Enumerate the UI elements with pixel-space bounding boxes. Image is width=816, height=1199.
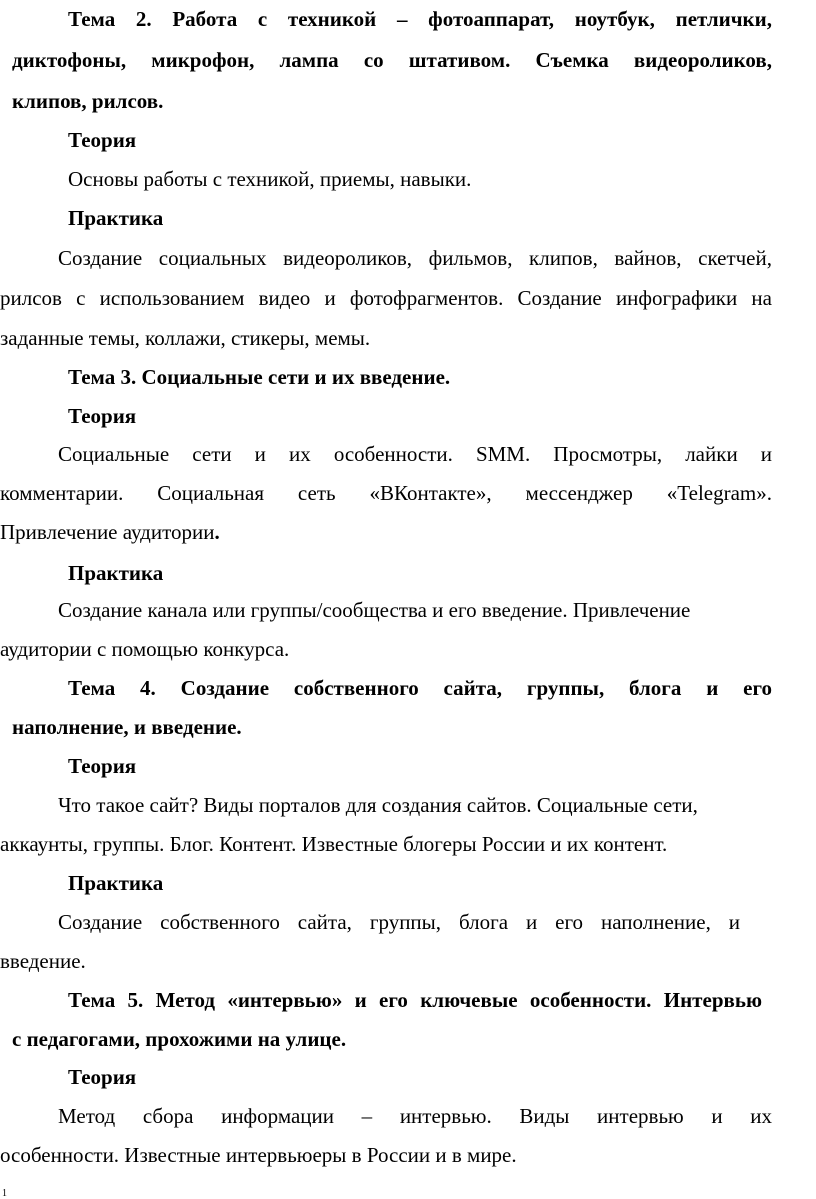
topic-3-theory-heading: Теория bbox=[68, 404, 137, 428]
topic-3-practice-heading: Практика bbox=[68, 561, 164, 585]
topic-2-title-line-1: Тема 2. Работа с техникой – фотоаппарат, ноутбук, петлички, bbox=[68, 7, 772, 31]
topic-2-practice-line-3: заданные темы, коллажи, стикеры, мемы. bbox=[0, 326, 371, 350]
topic-5-theory-heading: Теория bbox=[68, 1065, 137, 1089]
topic-3-theory-line-2: комментарии. Социальная сеть «ВКонтакте», мессенджер «Telegram». bbox=[0, 481, 772, 505]
topic-2-practice-heading: Практика bbox=[68, 206, 164, 230]
topic-4-practice-line-2: введение. bbox=[0, 949, 86, 973]
footnote-marker: 1 bbox=[2, 1188, 7, 1199]
topic-4-title-line-1: Тема 4. Создание собственного сайта, группы, блога и его bbox=[68, 676, 772, 700]
topic-3-theory-line-1: Социальные сети и их особенности. SMM. Просмотры, лайки и bbox=[58, 442, 772, 466]
topic-3-practice-line-1: Создание канала или группы/сообщества и его введение. Привлечение bbox=[58, 598, 691, 622]
topic-2-practice-line-1: Создание социальных видеороликов, фильмов, клипов, вайнов, скетчей, bbox=[58, 246, 772, 270]
topic-4-theory-line-2: аккаунты, группы. Блог. Контент. Известные блогеры России и их контент. bbox=[0, 832, 668, 856]
topic-4-theory-heading: Теория bbox=[68, 754, 137, 778]
topic-4-practice-line-1: Создание собственного сайта, группы, блога и его наполнение, и bbox=[58, 910, 740, 934]
topic-5-title-line-2: с педагогами, прохожими на улице. bbox=[12, 1027, 347, 1051]
topic-2-theory-text: Основы работы с техникой, приемы, навыки. bbox=[68, 167, 472, 191]
topic-3-title: Тема 3. Социальные сети и их введение. bbox=[68, 365, 451, 389]
topic-2-theory-heading: Теория bbox=[68, 128, 137, 152]
topic-5-theory-line-2: особенности. Известные интервьюеры в России и в мире. bbox=[0, 1143, 517, 1167]
topic-3-theory-line-3-period: . bbox=[214, 520, 220, 544]
topic-3-theory-line-3 bbox=[0, 519, 220, 545]
topic-5-title-line-1: Тема 5. Метод «интервью» и его ключевые особенности. Интервью bbox=[68, 988, 762, 1012]
topic-2-title-line-2: диктофоны, микрофон, лампа со штативом. Съемка видеороликов, bbox=[12, 48, 772, 72]
topic-4-theory-line-1: Что такое сайт? Виды порталов для создания сайтов. Социальные сети, bbox=[58, 793, 698, 817]
topic-4-title-line-2: наполнение, и введение. bbox=[12, 715, 242, 739]
topic-3-theory-line-3-text: Привлечение аудитории bbox=[0, 520, 215, 544]
topic-5-theory-line-1: Метод сбора информации – интервью. Виды интервью и их bbox=[58, 1104, 772, 1128]
topic-2-practice-line-2: рилсов с использованием видео и фотофрагментов. Создание инфографики на bbox=[0, 286, 772, 310]
topic-3-practice-line-2: аудитории с помощью конкурса. bbox=[0, 637, 290, 661]
topic-2-title-line-3: клипов, рилсов. bbox=[12, 89, 164, 113]
topic-4-practice-heading: Практика bbox=[68, 871, 164, 895]
